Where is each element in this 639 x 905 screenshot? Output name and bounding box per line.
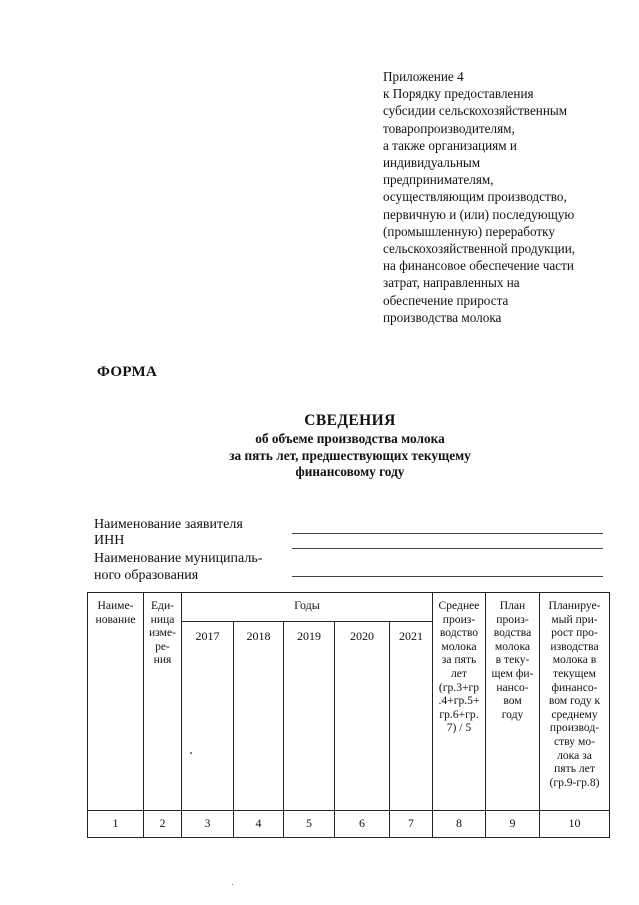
header-year-2018: 2018 <box>234 622 284 811</box>
title-subtitle-line: за пять лет, предшествующих текущему <box>229 447 471 463</box>
appendix-line: Приложение 4 <box>383 69 464 84</box>
scan-speck <box>190 752 192 754</box>
header-plan: План произ- водства молока в теку- щем фи- нансо- вом году <box>486 593 540 811</box>
applicant-name-line[interactable] <box>292 533 603 534</box>
appendix-heading <box>383 68 623 326</box>
header-years: Годы <box>182 593 433 622</box>
column-number: 8 <box>433 811 486 838</box>
title-subtitle-line: финансовому году <box>295 464 405 479</box>
appendix-line: сельскохозяйственной продукции, <box>383 241 576 257</box>
appendix-line: затрат, направленных на <box>383 275 520 291</box>
appendix-line: предпринимателям, <box>383 172 494 188</box>
header-year-2017: 2017 <box>182 622 234 811</box>
appendix-line: на финансовое обеспечение части <box>383 258 574 274</box>
column-number: 5 <box>284 811 335 838</box>
column-number: 3 <box>182 811 234 838</box>
header-year-2021: 2021 <box>390 622 433 811</box>
header-year-2020: 2020 <box>335 622 390 811</box>
municipality-line[interactable] <box>292 576 603 577</box>
appendix-line: субсидии сельскохозяйственным <box>383 103 568 119</box>
column-number-row <box>88 811 610 838</box>
municipality-label-line2: ного образования <box>94 568 199 583</box>
scan-speck <box>232 884 233 885</box>
column-number: 7 <box>390 811 433 838</box>
header-average: Среднее произ- водство молока за пять лет (гр.3+гр .4+гр.5+ гр.6+гр. 7) / 5 <box>433 593 486 811</box>
appendix-line: обеспечение прироста <box>383 292 509 308</box>
column-number: 10 <box>540 811 610 838</box>
appendix-line: осуществляющим производство, <box>383 189 567 205</box>
header-year-2019: 2019 <box>284 622 335 811</box>
appendix-line: индивидуальным <box>383 155 481 171</box>
municipality-label-line1: Наименование муниципаль- <box>94 551 263 566</box>
column-number: 4 <box>234 811 284 838</box>
applicant-name-label: Наименование заявителя <box>94 517 243 532</box>
appendix-line: производства молока <box>383 309 502 325</box>
appendix-line: а также организациям и <box>383 137 517 153</box>
inn-line[interactable] <box>292 548 603 549</box>
title-main: СВЕДЕНИЯ <box>304 412 396 429</box>
header-growth: Планируе- мый при- рост про- изводства молока в текущем финансо- вом году к среднему производ- ству мо- лока за пять лет (гр.9-гр.8) <box>540 593 610 811</box>
document-title <box>150 411 550 481</box>
appendix-line: товаропроизводителям, <box>383 120 515 136</box>
appendix-line: к Порядку предоставления <box>383 86 534 102</box>
header-name: Наиме- нование <box>88 593 144 811</box>
inn-label: ИНН <box>94 533 125 548</box>
column-number: 9 <box>486 811 540 838</box>
appendix-line: (промышленную) переработку <box>383 223 555 239</box>
form-label: ФОРМА <box>97 364 158 380</box>
column-number: 1 <box>88 811 144 838</box>
production-table <box>87 592 610 838</box>
column-number: 2 <box>144 811 182 838</box>
header-unit: Еди- ница изме- ре- ния <box>144 593 182 811</box>
column-number: 6 <box>335 811 390 838</box>
appendix-line: первичную и (или) последующую <box>383 206 575 222</box>
title-subtitle-line: об объеме производства молока <box>255 431 445 446</box>
